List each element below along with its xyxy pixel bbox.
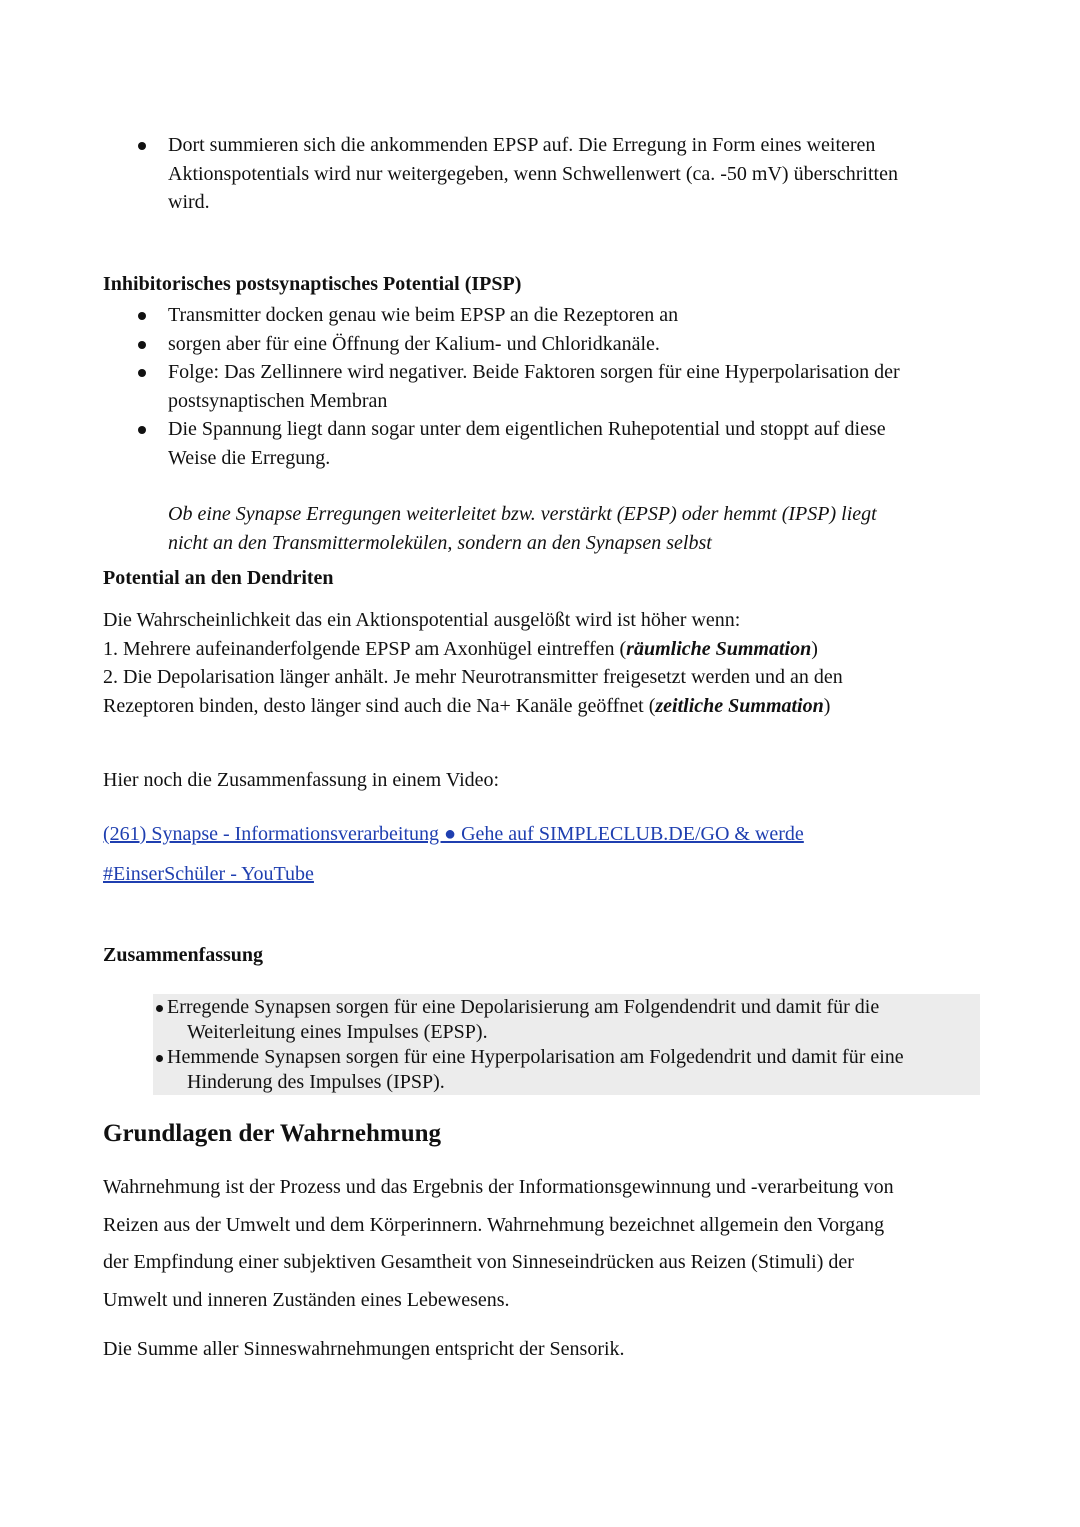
dendriten-heading: Potential an den Dendriten [103,567,334,589]
list-item: Transmitter docken genau wie beim EPSP an die Rezeptoren an [103,301,1003,330]
bullet-icon [156,1055,163,1062]
ipsp-note: Ob eine Synapse Erregungen weiterleitet bzw. verstärkt (EPSP) oder hemmt (IPSP) liegt nicht an den Transmittermolekülen, sondern an den Synapsen selbst [168,503,877,554]
wahrnehmung-heading: Grundlagen der Wahrnehmung [103,1120,442,1147]
wahrnehmung-paragraph: Wahrnehmung ist der Prozess und das Ergebnis der Informationsgewinnung und -verarbeitung von Reizen aus der Umwelt und dem Körperinnern. Wahrnehmung bezeichnet allgemein den Vorgang der Empfindung einer subjektiven Gesamtheit von Sinneseindrücken aus Reizen (Stimuli) der Umwelt und inneren Zuständen eines Lebewesens. [103,1176,894,1311]
dendriten-intro: Die Wahrscheinlichkeit das ein Aktionspotential ausgelößt wird ist höher wenn: [103,609,741,631]
summary-item: Erregende Synapsen sorgen für eine Depolarisierung am Folgendendrit und damit für die Weiterleitung eines Impulses (EPSP). [153,995,980,1045]
list-item: Dort summieren sich die ankommenden EPSP auf. Die Erregung in Form eines weiteren Aktionspotentials wird nur weitergegeben, wenn Schwellenwert (ca. -50 mV) überschritten wird. [103,131,1003,217]
list-item: Folge: Das Zellinnere wird negativer. Beide Faktoren sorgen für eine Hyperpolarisation der postsynaptischen Membran [103,358,1003,415]
bullet-icon [138,312,146,320]
dendriten-point-1: 1. Mehrere aufeinanderfolgende EPSP am Axonhügel eintreffen (räumliche Summation) [103,637,818,660]
bullet-icon [138,341,146,349]
summary-heading: Zusammenfassung [103,944,264,966]
ipsp-list [103,301,1003,472]
bullet-icon [138,426,146,434]
dendriten-text [103,606,1003,720]
video-link-block [103,815,804,895]
list-item: Die Spannung liegt dann sogar unter dem eigentlichen Ruhepotential und stoppt auf diese Weise die Erregung. [103,415,1003,472]
bullet-icon [156,1005,163,1012]
video-link[interactable]: (261) Synapse - Informationsverarbeitung ● Gehe auf SIMPLECLUB.DE/GO & werde #EinserSchüler - YouTube [103,823,804,885]
list-item: sorgen aber für eine Öffnung der Kalium- und Chloridkanäle. [103,330,1003,359]
video-intro: Hier noch die Zusammenfassung in einem Video: [103,769,500,791]
summary-box [153,994,980,1095]
ipsp-heading: Inhibitorisches postsynaptisches Potential (IPSP) [103,273,522,295]
bullet-icon [138,369,146,377]
wahrnehmung-closing: Die Summe aller Sinneswahrnehmungen entspricht der Sensorik. [103,1338,625,1360]
epsp-summation-list [103,131,1003,217]
dendriten-point-2: 2. Die Depolarisation länger anhält. Je mehr Neurotransmitter freigesetzt werden und an den Rezeptoren binden, desto länger sind auch die Na+ Kanäle geöffnet (zeitliche Summation) [103,666,843,717]
summary-item: Hemmende Synapsen sorgen für eine Hyperpolarisation am Folgedendrit und damit für eine Hinderung des Impulses (IPSP). [153,1045,980,1095]
bullet-icon [138,142,146,150]
